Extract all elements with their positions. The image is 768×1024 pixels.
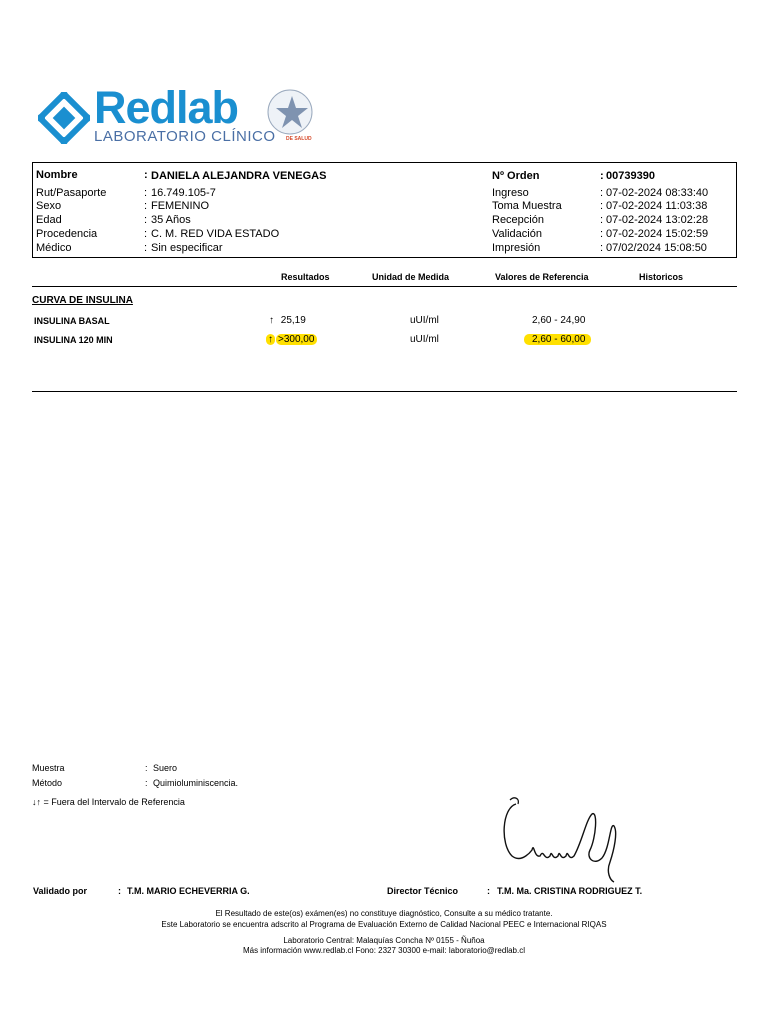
col-header-unit: Unidad de Medida [372,272,450,282]
footer-disclaimer: El Resultado de este(os) exámen(es) no constituye diagnóstico, Consulte a su médico tratante. [215,909,553,918]
metodo-label: Método [32,778,63,788]
handwritten-signature [498,792,628,884]
impresion-label: Impresión [492,242,541,254]
validated-by-label: Validado por [33,886,88,896]
reference-value: 2,60 - 24,90 [532,315,586,326]
order-label: Nº Orden [492,170,540,182]
muestra-value: Suero [153,763,178,773]
high-flag-icon: ↑ [269,315,274,326]
logo-brand: Redlab [94,82,239,133]
seal-text: DE SALUD [286,136,312,142]
director-name: T.M. Ma. CRISTINA RODRIGUEZ T. [497,886,643,896]
ingreso-value: 07-02-2024 08:33:40 [606,187,709,199]
metodo-value: Quimioluminiscencia. [153,778,239,788]
patient-info-box: Nombre : DANIELA ALEJANDRA VENEGAS Rut/Pasaporte : 16.749.105-7 Sexo : FEMENINO Edad : 35 Años Procedencia : C. M. RED VIDA ESTADO Médico : Sin especificar Nº Orden : 00739390 Ingreso : 07-02-2024 08:33:40 Toma Muestra : 07-02-2024 11:03:38 Recepción : 07-02-2024 13:02:28 Validación : 07-02-2024 15:02:59 Impresión : 07/02/2024 15:08:50 [32,162,737,258]
patient-doctor: Sin especificar [151,242,223,254]
patient-name: DANIELA ALEJANDRA VENEGAS [151,170,327,182]
order-number: 00739390 [606,170,655,182]
redlab-emblem-icon [38,92,90,144]
validacion-label: Validación [492,228,542,240]
test-name: INSULINA BASAL [34,316,110,326]
footer-program: Este Laboratorio se encuentra adscrito al Programa de Evaluación Externo de Calidad Nacional PEEC e Internacional RIQAS [161,920,607,929]
result-text: >300,00 [276,334,317,345]
director-label: Director Técnico [387,886,459,896]
doctor-label: Médico [36,242,72,254]
redlab-logo [38,82,328,154]
result-text: 25,19 [280,315,306,326]
result-value [269,315,306,326]
section-divider [32,391,737,392]
high-flag-icon: ↑ [268,334,273,345]
logo-subtitle: LABORATORIO CLÍNICO [94,128,276,145]
age-label: Edad [36,214,62,226]
rut-label: Rut/Pasaporte [36,187,107,199]
validacion-value: 07-02-2024 15:02:59 [606,228,709,240]
name-label: Nombre [36,169,78,181]
unit-value: uUI/ml [410,315,439,326]
col-header-historicos: Historicos [639,272,684,282]
toma-label: Toma Muestra [492,200,562,212]
ingreso-label: Ingreso [492,187,529,199]
footer-address: Laboratorio Central: Malaquías Concha Nº 0155 - Ñuñoa [283,936,485,945]
test-name: INSULINA 120 MIN [34,335,113,345]
reference-text: 2,60 - 60,00 [524,334,591,345]
col-header-reference: Valores de Referencia [495,272,589,282]
section-title: CURVA DE INSULINA [32,295,133,306]
validated-by-name: T.M. MARIO ECHEVERRIA G. [127,886,250,896]
reference-legend: ↓↑ = Fuera del Intervalo de Referencia [32,797,185,807]
impresion-value: 07/02/2024 15:08:50 [606,242,707,254]
patient-sex: FEMENINO [151,200,210,212]
header-divider [32,286,737,287]
accreditation-seal-icon [266,88,314,136]
patient-rut: 16.749.105-7 [151,187,216,199]
patient-origin: C. M. RED VIDA ESTADO [151,228,280,240]
toma-value: 07-02-2024 11:03:38 [606,200,708,212]
sex-label: Sexo [36,200,62,212]
col-header-results: Resultados [281,272,330,282]
origin-label: Procedencia [36,228,98,240]
reference-value [524,334,591,345]
recepcion-label: Recepción [492,214,544,226]
muestra-label: Muestra [32,763,65,773]
unit-value: uUI/ml [410,334,439,345]
footer-contact: Más información www.redlab.cl Fono: 2327 30300 e-mail: laboratorio@redlab.cl [242,946,526,955]
result-value [266,334,317,345]
patient-age: 35 Años [151,214,191,226]
recepcion-value: 07-02-2024 13:02:28 [606,214,709,226]
